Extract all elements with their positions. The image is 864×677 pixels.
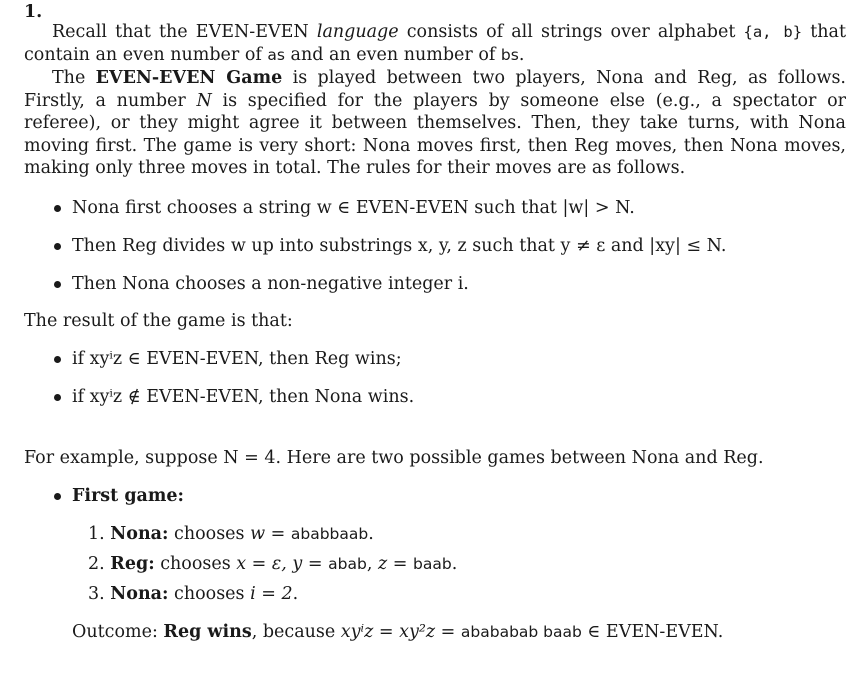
bullet-icon [54, 394, 61, 401]
rule-3: Then Nona chooses a non-negative integer i. [72, 274, 469, 294]
result-nona-wins: if xyⁱz ∉ EVEN-EVEN, then Nona wins. [72, 387, 415, 407]
move-2: 2. Reg: chooses x = ε, y = abab, z = baab. [88, 554, 458, 574]
bullet-icon [54, 205, 61, 212]
bullet-icon [54, 243, 61, 250]
result-intro: The result of the game is that: [24, 311, 293, 331]
bullet-icon [54, 493, 61, 500]
result-reg-wins: if xyⁱz ∈ EVEN-EVEN, then Reg wins; [72, 349, 402, 369]
rule-1: Nona first chooses a string w ∈ EVEN-EVEN such that |w| > N. [72, 198, 635, 218]
example-intro: For example, suppose N = 4. Here are two possible games between Nona and Reg. [24, 448, 764, 468]
first-game-outcome: Outcome: Reg wins, because xyⁱz = xy²z = abababab baab ∈ EVEN-EVEN. [72, 622, 724, 642]
intro-paragraph-2: The EVEN-EVEN Game is played between two players, Nona and Reg, as follows. Firstly, a number N is specified for the players by someone else (e.g., a spectator or referee), or they might agree it between themselves. Then, they take turns, with Nona moving first. The game is very short: Nona moves first, then Reg moves, then Nona moves, making only three moves in total. The rules for their moves are as follows. [24, 68, 846, 178]
move-3: 3. Nona: chooses i = 2. [88, 584, 299, 604]
bullet-icon [54, 356, 61, 363]
intro-paragraph-1: Recall that the EVEN-EVEN language consists of all strings over alphabet {a, b} that contain an even number of as and an even number of bs. [24, 22, 846, 65]
move-1: 1. Nona: chooses w = ababbaab. [88, 524, 374, 544]
rule-2: Then Reg divides w up into substrings x, y, z such that y ≠ ε and |xy| ≤ N. [72, 236, 727, 256]
first-game-title: First game: [72, 486, 185, 506]
problem-number: 1. [24, 2, 43, 22]
bullet-icon [54, 281, 61, 288]
